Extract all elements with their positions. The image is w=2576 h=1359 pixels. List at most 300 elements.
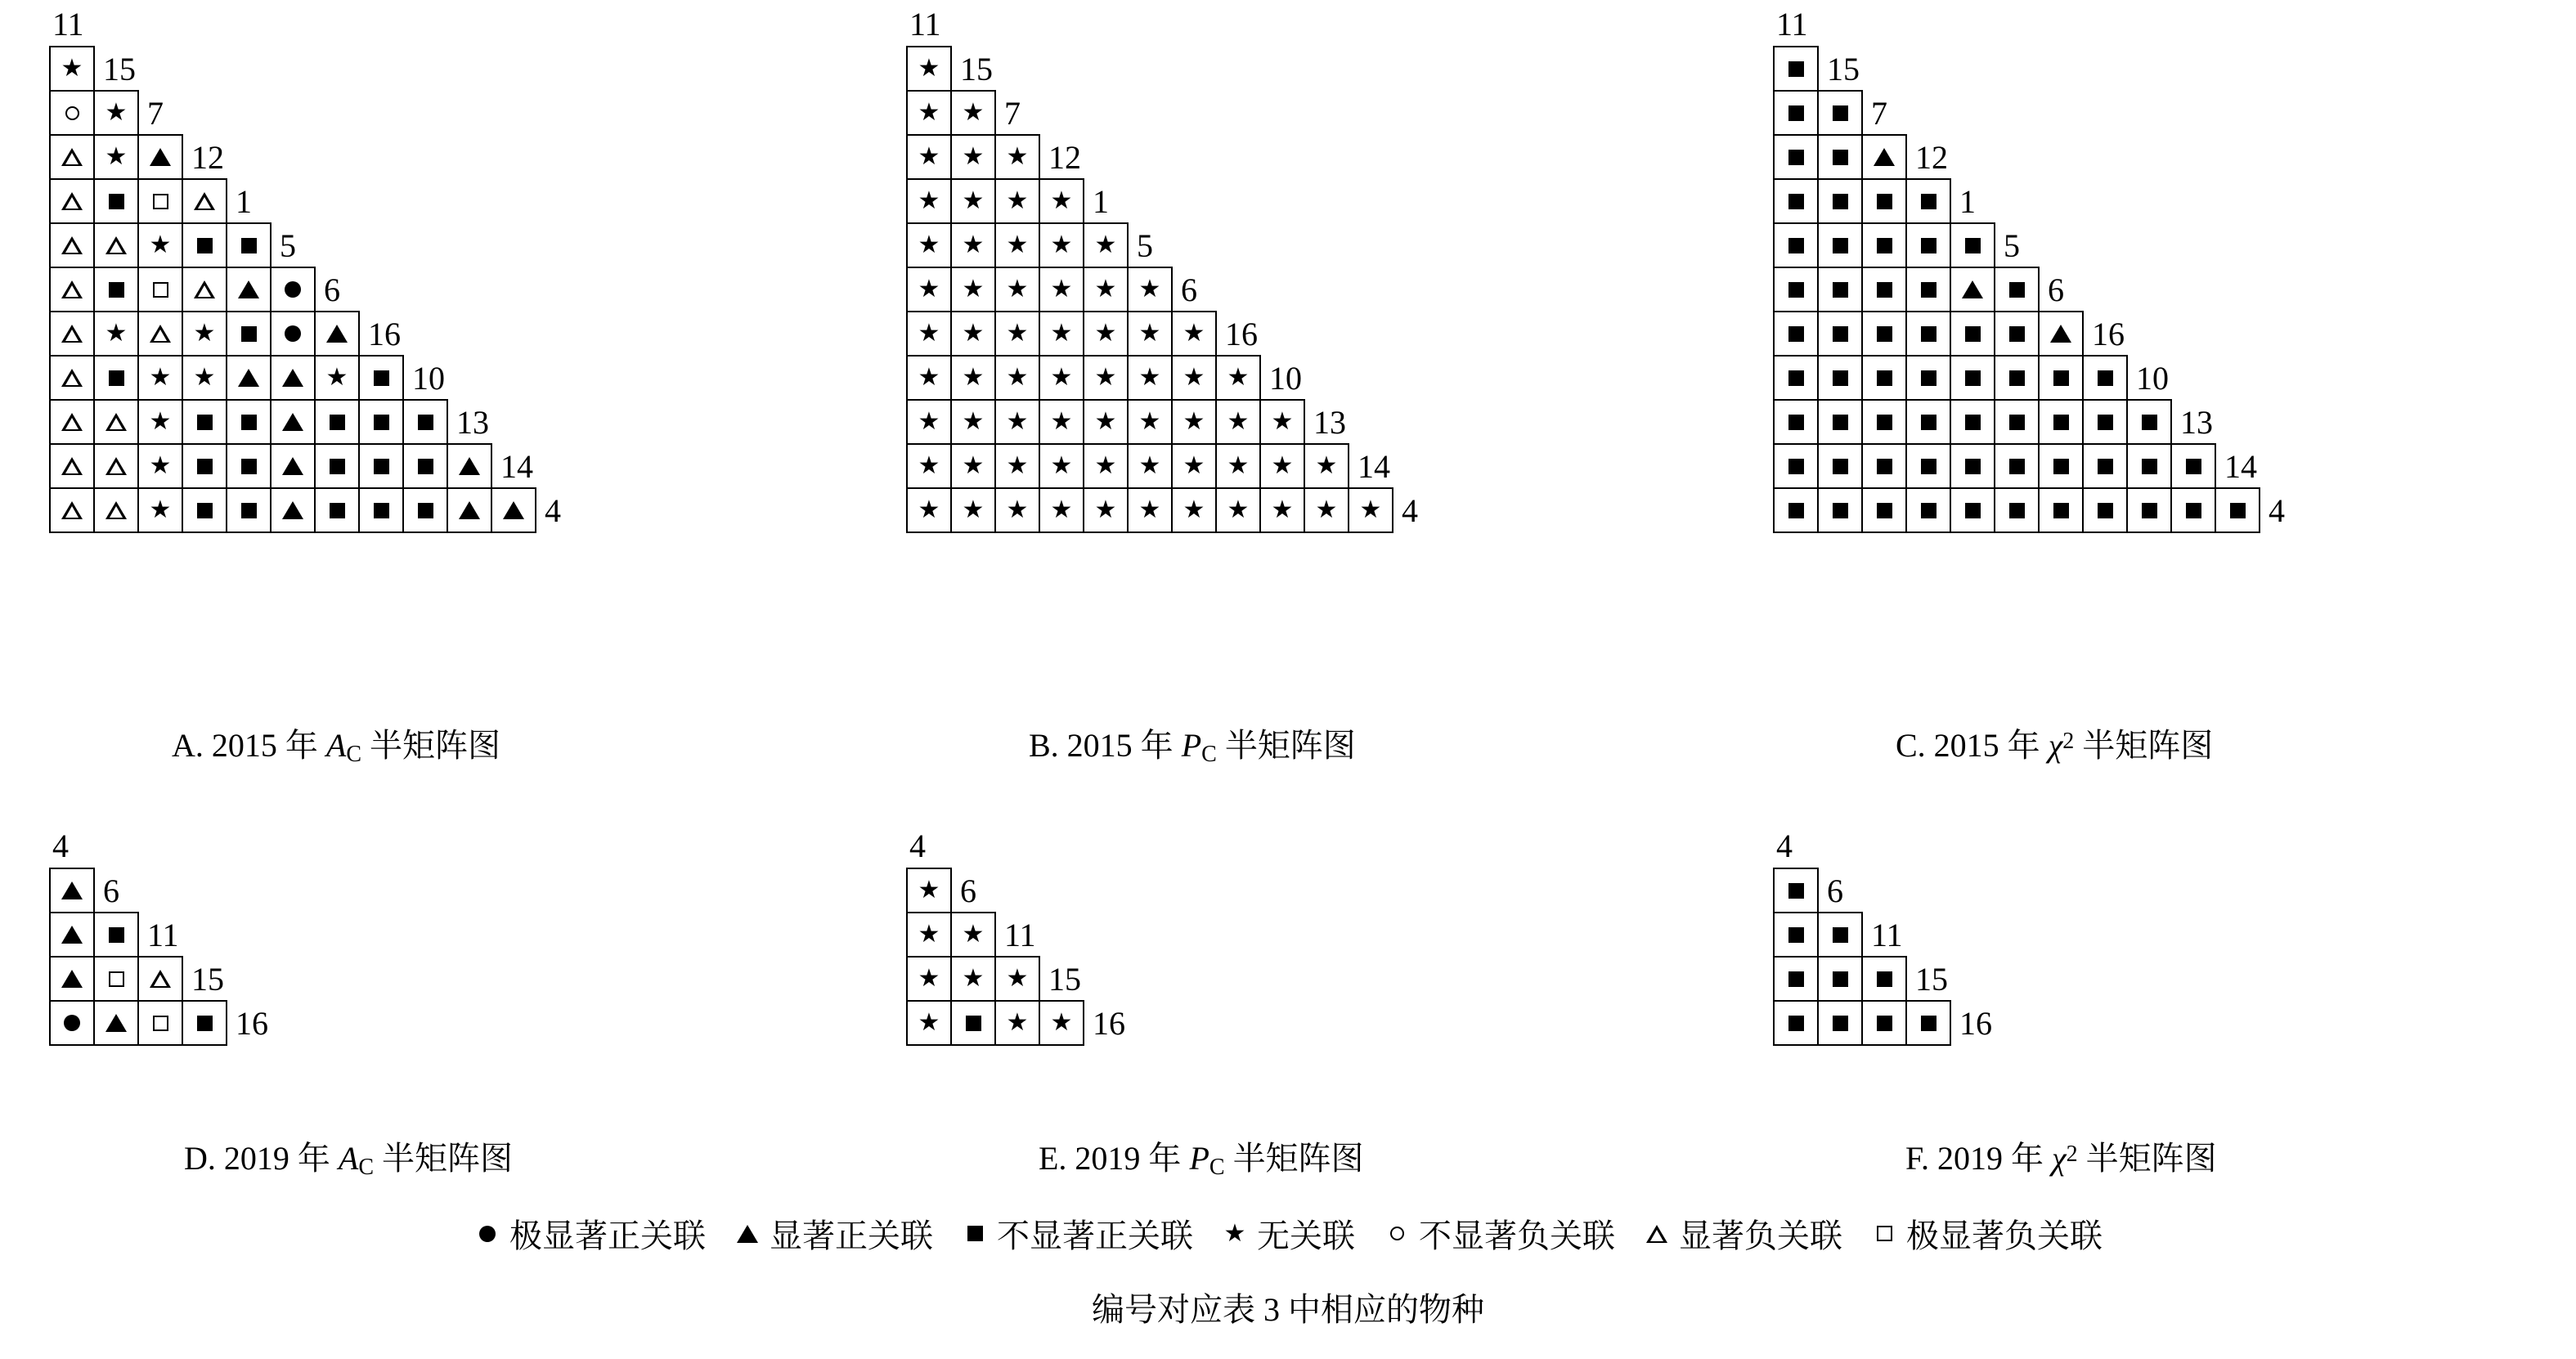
matrix-cell[interactable] (2126, 487, 2172, 533)
matrix-cell[interactable] (950, 267, 996, 312)
symbol-star: ★ (962, 143, 985, 170)
matrix-cell[interactable] (49, 868, 95, 913)
matrix-cell[interactable] (93, 178, 139, 224)
matrix-cell[interactable] (1817, 355, 1863, 401)
matrix-cell[interactable] (1127, 311, 1173, 357)
symbol-filled-square (2098, 370, 2113, 386)
matrix-cell[interactable] (1039, 267, 1084, 312)
matrix-cell[interactable] (2126, 443, 2172, 489)
matrix-cell[interactable] (1905, 222, 1951, 268)
matrix-cell[interactable] (1950, 222, 1995, 268)
matrix-cell[interactable] (950, 912, 996, 958)
matrix-cell[interactable] (137, 443, 183, 489)
matrix-cell[interactable] (950, 222, 996, 268)
matrix-cell[interactable] (906, 46, 952, 92)
matrix-cell[interactable] (1039, 222, 1084, 268)
matrix-cell[interactable] (93, 355, 139, 401)
matrix-cell[interactable] (402, 443, 448, 489)
matrix-cell[interactable] (1994, 487, 2040, 533)
matrix-cell[interactable] (1083, 355, 1129, 401)
matrix-cell[interactable] (2215, 487, 2260, 533)
matrix-cell[interactable] (906, 912, 952, 958)
matrix-cell[interactable] (49, 912, 95, 958)
matrix-cell[interactable] (137, 134, 183, 180)
legend-symbol (1643, 1225, 1671, 1243)
matrix-row (49, 178, 561, 224)
row-label: 6 (1181, 271, 1197, 308)
matrix-cell[interactable] (1215, 487, 1261, 533)
matrix-cell[interactable] (1994, 311, 2040, 357)
matrix-cell[interactable] (182, 222, 227, 268)
matrix-cell[interactable] (1039, 443, 1084, 489)
matrix-cell[interactable] (1304, 443, 1349, 489)
matrix-cell[interactable] (1861, 1000, 1907, 1046)
matrix-cell[interactable] (950, 487, 996, 533)
matrix-cell[interactable] (137, 222, 183, 268)
matrix-cell[interactable] (137, 355, 183, 401)
row-label: 15 (960, 50, 993, 87)
matrix-cell[interactable] (1039, 399, 1084, 445)
matrix-cell[interactable] (93, 487, 139, 533)
matrix-cell[interactable] (1950, 355, 1995, 401)
matrix-cell[interactable] (950, 178, 996, 224)
matrix-cell[interactable] (1994, 355, 2040, 401)
matrix-cell[interactable] (1994, 267, 2040, 312)
matrix-cell[interactable] (2082, 399, 2128, 445)
matrix-cell[interactable] (49, 443, 95, 489)
matrix-cell[interactable] (1773, 267, 1819, 312)
matrix-cell[interactable] (182, 178, 227, 224)
matrix-cell[interactable] (182, 443, 227, 489)
matrix-cell[interactable] (1817, 487, 1863, 533)
matrix-cell[interactable] (1773, 868, 1819, 913)
symbol-filled-square (2053, 370, 2069, 386)
symbol-filled-square (2098, 503, 2113, 518)
matrix-cell[interactable] (950, 355, 996, 401)
matrix-cell[interactable] (994, 311, 1040, 357)
legend-symbol (1221, 1219, 1249, 1247)
symbol-filled-square (241, 326, 257, 342)
matrix-cell[interactable] (93, 443, 139, 489)
row-label: 11 (147, 916, 179, 953)
symbol-star: ★ (1094, 496, 1117, 523)
panel-C-top-label: 11 (1776, 6, 1808, 43)
matrix-cell[interactable] (402, 487, 448, 533)
matrix-cell[interactable] (137, 956, 183, 1002)
symbol-filled-square (330, 459, 345, 474)
matrix-cell[interactable] (491, 487, 536, 533)
symbol-star: ★ (962, 231, 985, 258)
matrix-cell[interactable] (93, 1000, 139, 1046)
matrix-cell[interactable] (1171, 311, 1217, 357)
matrix-cell[interactable] (226, 267, 272, 312)
matrix-cell[interactable] (1773, 956, 1819, 1002)
matrix-cell[interactable] (314, 443, 360, 489)
matrix-cell[interactable] (1817, 134, 1863, 180)
panel-E-caption-sub: C (1209, 1155, 1225, 1180)
matrix-cell[interactable] (137, 267, 183, 312)
legend-label: 不显著负关联 (1419, 1218, 1615, 1254)
symbol-filled-square (109, 370, 124, 386)
row-label: 1 (236, 182, 252, 220)
symbol-star: ★ (1094, 364, 1117, 391)
matrix-cell[interactable] (2082, 443, 2128, 489)
matrix-cell[interactable] (950, 956, 996, 1002)
matrix-cell[interactable] (182, 399, 227, 445)
matrix-row (906, 1000, 1125, 1046)
symbol-filled-square (1877, 1016, 1892, 1031)
matrix-cell[interactable] (226, 311, 272, 357)
matrix-cell[interactable] (906, 178, 952, 224)
matrix-cell[interactable] (1950, 443, 1995, 489)
matrix-cell[interactable] (270, 399, 316, 445)
symbol-filled-square (1788, 61, 1804, 77)
matrix-cell[interactable] (93, 956, 139, 1002)
matrix-cell[interactable] (358, 355, 404, 401)
matrix-cell[interactable] (1259, 487, 1305, 533)
matrix-cell[interactable] (994, 222, 1040, 268)
matrix-cell[interactable] (93, 267, 139, 312)
matrix-cell[interactable] (1817, 1000, 1863, 1046)
row-label: 6 (103, 872, 119, 909)
row-label: 15 (103, 50, 136, 87)
matrix-cell[interactable] (1039, 1000, 1084, 1046)
matrix-cell[interactable] (1817, 222, 1863, 268)
matrix-cell[interactable] (906, 399, 952, 445)
matrix-cell[interactable] (1259, 399, 1305, 445)
matrix-cell[interactable] (1773, 399, 1819, 445)
matrix-cell[interactable] (1348, 487, 1393, 533)
matrix-cell[interactable] (1039, 178, 1084, 224)
row-label: 16 (236, 1004, 268, 1042)
matrix-cell[interactable] (270, 311, 316, 357)
symbol-open-triangle (194, 192, 215, 210)
matrix-cell[interactable] (1215, 355, 1261, 401)
matrix-cell[interactable] (49, 399, 95, 445)
matrix-cell[interactable] (2038, 311, 2084, 357)
matrix-cell[interactable] (1861, 487, 1907, 533)
matrix-cell[interactable] (358, 443, 404, 489)
matrix-cell[interactable] (1861, 443, 1907, 489)
matrix-cell[interactable] (1817, 90, 1863, 136)
matrix-cell[interactable] (1905, 399, 1951, 445)
symbol-filled-square (2009, 326, 2025, 342)
legend (0, 1210, 2576, 1257)
row-label: 5 (280, 226, 296, 264)
matrix-cell[interactable] (314, 399, 360, 445)
matrix-cell[interactable] (1861, 178, 1907, 224)
row-label: 10 (1269, 359, 1302, 397)
matrix-cell[interactable] (1773, 443, 1819, 489)
matrix-cell[interactable] (1127, 399, 1173, 445)
matrix-cell[interactable] (1773, 222, 1819, 268)
matrix-cell[interactable] (1950, 267, 1995, 312)
matrix-cell[interactable] (270, 487, 316, 533)
matrix-cell[interactable] (137, 399, 183, 445)
matrix-cell[interactable] (226, 399, 272, 445)
matrix-cell[interactable] (1083, 487, 1129, 533)
panel-F-top-label: 4 (1776, 828, 1793, 864)
matrix-cell[interactable] (49, 90, 95, 136)
matrix-cell[interactable] (906, 868, 952, 913)
matrix-cell[interactable] (137, 178, 183, 224)
symbol-star: ★ (918, 187, 940, 214)
matrix-cell[interactable] (906, 355, 952, 401)
panel-C-caption-var: χ (2048, 727, 2063, 764)
matrix-cell[interactable] (1817, 912, 1863, 958)
matrix-cell[interactable] (270, 355, 316, 401)
matrix-cell[interactable] (2170, 487, 2216, 533)
matrix-cell[interactable] (1905, 1000, 1951, 1046)
matrix-cell[interactable] (906, 956, 952, 1002)
matrix-cell[interactable] (1171, 487, 1217, 533)
matrix-cell[interactable] (1905, 178, 1951, 224)
symbol-filled-square (2009, 282, 2025, 298)
matrix-cell[interactable] (93, 912, 139, 958)
matrix-cell[interactable] (49, 178, 95, 224)
matrix-cell[interactable] (49, 46, 95, 92)
matrix-cell[interactable] (1905, 487, 1951, 533)
matrix-cell[interactable] (994, 134, 1040, 180)
matrix-cell[interactable] (93, 90, 139, 136)
matrix-cell[interactable] (1039, 487, 1084, 533)
symbol-filled-square (1833, 415, 1848, 430)
matrix-cell[interactable] (314, 355, 360, 401)
matrix-cell[interactable] (950, 443, 996, 489)
matrix-cell[interactable] (447, 487, 492, 533)
matrix-cell[interactable] (182, 1000, 227, 1046)
matrix-cell[interactable] (2126, 399, 2172, 445)
matrix-cell[interactable] (906, 487, 952, 533)
symbol-star: ★ (962, 276, 985, 303)
symbol-star: ★ (1315, 452, 1338, 479)
matrix-cell[interactable] (93, 222, 139, 268)
matrix-cell[interactable] (1773, 90, 1819, 136)
matrix-cell[interactable] (950, 1000, 996, 1046)
matrix-cell[interactable] (93, 311, 139, 357)
matrix-cell[interactable] (1773, 487, 1819, 533)
matrix-cell[interactable] (1773, 1000, 1819, 1046)
matrix-cell[interactable] (1215, 399, 1261, 445)
matrix-cell[interactable] (137, 1000, 183, 1046)
matrix-cell[interactable] (270, 443, 316, 489)
matrix-cell[interactable] (1861, 355, 1907, 401)
matrix-cell[interactable] (358, 399, 404, 445)
symbol-filled-square (197, 238, 213, 253)
matrix-cell[interactable] (402, 399, 448, 445)
panel-C-caption-sup: 2 (2062, 729, 2075, 754)
matrix-cell[interactable] (1039, 311, 1084, 357)
matrix-row (906, 311, 1418, 357)
matrix-cell[interactable] (1905, 443, 1951, 489)
panel-F-caption-prefix: F. 2019 年 (1905, 1140, 2053, 1177)
symbol-filled-square (374, 459, 389, 474)
matrix-cell[interactable] (1773, 311, 1819, 357)
matrix-cell[interactable] (1861, 956, 1907, 1002)
matrix-cell[interactable] (994, 355, 1040, 401)
matrix-cell[interactable] (994, 1000, 1040, 1046)
matrix-cell[interactable] (1861, 134, 1907, 180)
symbol-filled-square (2142, 415, 2157, 430)
matrix-cell[interactable] (994, 178, 1040, 224)
matrix-cell[interactable] (1127, 487, 1173, 533)
symbol-star: ★ (325, 364, 348, 391)
matrix-cell[interactable] (994, 487, 1040, 533)
symbol-star: ★ (1006, 231, 1029, 258)
matrix-cell[interactable] (1773, 912, 1819, 958)
matrix-cell[interactable] (1304, 487, 1349, 533)
legend-item (961, 1210, 1193, 1257)
matrix-cell[interactable] (994, 267, 1040, 312)
matrix-cell[interactable] (2038, 443, 2084, 489)
matrix-cell[interactable] (1083, 267, 1129, 312)
matrix-cell[interactable] (950, 134, 996, 180)
matrix-cell[interactable] (1817, 311, 1863, 357)
matrix-cell[interactable] (950, 311, 996, 357)
matrix-cell[interactable] (1171, 443, 1217, 489)
matrix-cell[interactable] (49, 355, 95, 401)
matrix-cell[interactable] (1861, 267, 1907, 312)
matrix-cell[interactable] (314, 311, 360, 357)
panel-D-matrix (49, 868, 268, 1044)
matrix-cell[interactable] (906, 311, 952, 357)
matrix-cell[interactable] (1861, 399, 1907, 445)
matrix-cell[interactable] (49, 222, 95, 268)
matrix-cell[interactable] (1171, 399, 1217, 445)
row-label: 12 (1915, 138, 1948, 176)
matrix-cell[interactable] (906, 90, 952, 136)
symbol-filled-triangle (238, 369, 259, 387)
matrix-cell[interactable] (93, 399, 139, 445)
matrix-cell[interactable] (93, 134, 139, 180)
matrix-cell[interactable] (1083, 311, 1129, 357)
matrix-cell[interactable] (906, 134, 952, 180)
symbol-filled-square (1788, 370, 1804, 386)
matrix-cell[interactable] (994, 399, 1040, 445)
matrix-cell[interactable] (1950, 487, 1995, 533)
matrix-cell[interactable] (994, 443, 1040, 489)
matrix-cell[interactable] (2082, 355, 2128, 401)
matrix-cell[interactable] (1215, 443, 1261, 489)
matrix-cell[interactable] (950, 90, 996, 136)
symbol-open-triangle (61, 192, 83, 210)
matrix-cell[interactable] (1773, 355, 1819, 401)
symbol-filled-square (241, 415, 257, 430)
matrix-cell[interactable] (994, 956, 1040, 1002)
matrix-row (1773, 399, 2285, 445)
matrix-cell[interactable] (1994, 443, 2040, 489)
symbol-filled-triangle (282, 457, 303, 475)
matrix-cell[interactable] (49, 267, 95, 312)
matrix-cell[interactable] (950, 399, 996, 445)
symbol-star: ★ (962, 452, 985, 479)
panel-B-caption-suffix: 半矩阵图 (1216, 727, 1356, 764)
symbol-filled-square (1921, 1016, 1936, 1031)
matrix-cell[interactable] (1950, 399, 1995, 445)
symbol-star: ★ (918, 452, 940, 479)
matrix-cell[interactable] (1083, 399, 1129, 445)
row-label: 7 (1004, 94, 1021, 132)
matrix-cell[interactable] (270, 267, 316, 312)
legend-symbol (1383, 1227, 1411, 1240)
matrix-cell[interactable] (358, 487, 404, 533)
matrix-cell[interactable] (226, 487, 272, 533)
matrix-cell[interactable] (1817, 443, 1863, 489)
matrix-cell[interactable] (1817, 956, 1863, 1002)
matrix-cell[interactable] (906, 222, 952, 268)
matrix-cell[interactable] (314, 487, 360, 533)
matrix-cell[interactable] (1773, 134, 1819, 180)
figure-footnote: 编号对应表 3 中相应的物种 (1092, 1291, 1484, 1328)
matrix-cell[interactable] (226, 443, 272, 489)
matrix-cell[interactable] (1171, 355, 1217, 401)
matrix-cell[interactable] (1039, 355, 1084, 401)
matrix-cell[interactable] (447, 443, 492, 489)
matrix-cell[interactable] (226, 355, 272, 401)
symbol-star: ★ (918, 496, 940, 523)
symbol-filled-square (241, 503, 257, 518)
matrix-cell[interactable] (49, 487, 95, 533)
symbol-filled-square (1788, 105, 1804, 121)
matrix-cell[interactable] (1127, 355, 1173, 401)
matrix-cell[interactable] (137, 487, 183, 533)
matrix-cell[interactable] (1905, 355, 1951, 401)
matrix-cell[interactable] (1259, 443, 1305, 489)
matrix-cell[interactable] (1950, 311, 1995, 357)
row-label: 13 (1313, 403, 1346, 441)
row-label: 6 (960, 872, 976, 909)
legend-label: 显著负关联 (1679, 1218, 1842, 1254)
matrix-cell[interactable] (2038, 399, 2084, 445)
matrix-cell[interactable] (1817, 267, 1863, 312)
matrix-cell[interactable] (1083, 443, 1129, 489)
matrix-cell[interactable] (1994, 399, 2040, 445)
matrix-cell[interactable] (226, 222, 272, 268)
matrix-cell[interactable] (137, 311, 183, 357)
matrix-cell[interactable] (1127, 443, 1173, 489)
matrix-cell[interactable] (906, 443, 952, 489)
matrix-cell[interactable] (1861, 222, 1907, 268)
matrix-cell[interactable] (1817, 178, 1863, 224)
symbol-filled-square (1788, 282, 1804, 298)
matrix-cell[interactable] (49, 956, 95, 1002)
matrix-cell[interactable] (1817, 399, 1863, 445)
matrix-row (49, 399, 561, 445)
matrix-cell[interactable] (906, 1000, 952, 1046)
matrix-cell[interactable] (2082, 487, 2128, 533)
matrix-cell[interactable] (182, 355, 227, 401)
matrix-cell[interactable] (49, 134, 95, 180)
matrix-cell[interactable] (2038, 487, 2084, 533)
matrix-cell[interactable] (182, 267, 227, 312)
matrix-cell[interactable] (1127, 267, 1173, 312)
matrix-cell[interactable] (1905, 267, 1951, 312)
matrix-cell[interactable] (1861, 311, 1907, 357)
matrix-cell[interactable] (182, 311, 227, 357)
matrix-row (906, 46, 1418, 92)
matrix-cell[interactable] (49, 1000, 95, 1046)
matrix-cell[interactable] (906, 267, 952, 312)
matrix-cell[interactable] (49, 311, 95, 357)
matrix-cell[interactable] (182, 487, 227, 533)
matrix-cell[interactable] (1773, 46, 1819, 92)
matrix-cell[interactable] (1083, 222, 1129, 268)
matrix-cell[interactable] (1773, 178, 1819, 224)
matrix-cell[interactable] (2038, 355, 2084, 401)
matrix-cell[interactable] (1905, 311, 1951, 357)
symbol-filled-square (1833, 927, 1848, 943)
matrix-cell[interactable] (2170, 443, 2216, 489)
